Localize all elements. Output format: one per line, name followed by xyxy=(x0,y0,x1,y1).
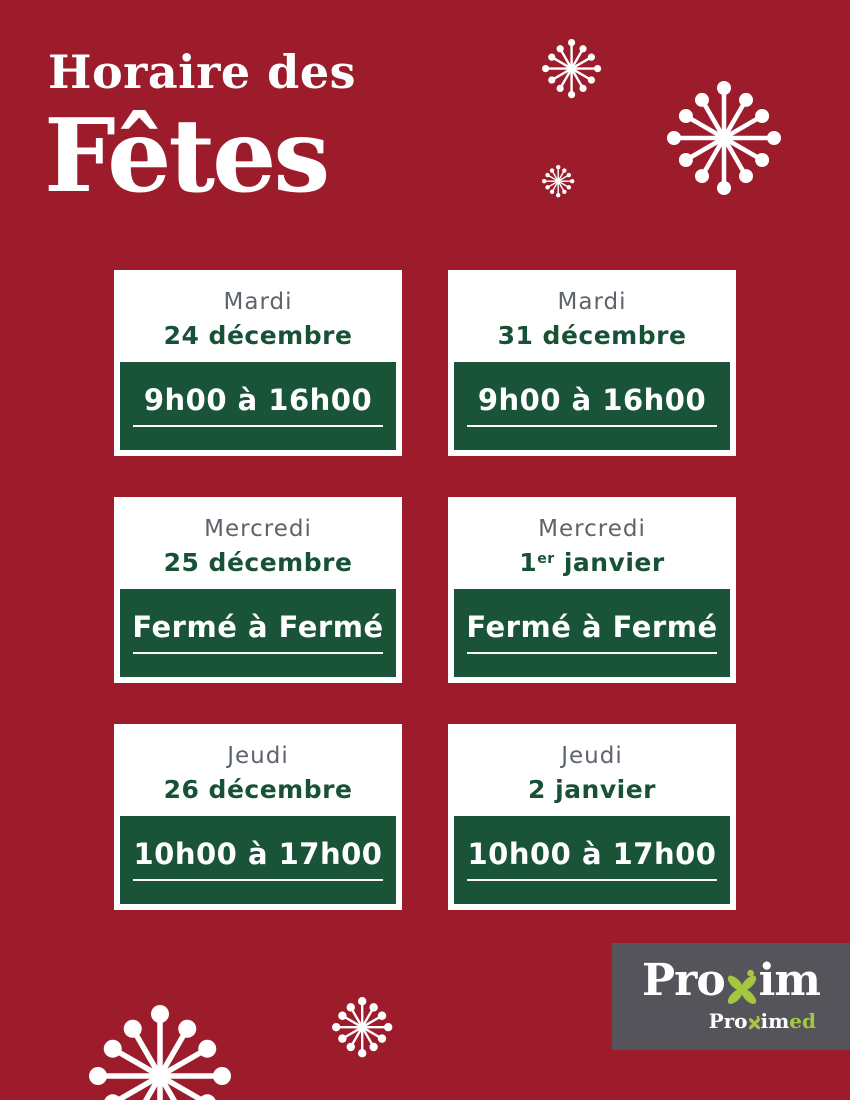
sublogo-text-mid: im xyxy=(760,1008,790,1033)
card-header xyxy=(114,497,402,589)
card-hours-panel xyxy=(454,589,730,677)
sublogo-text-pre: Pro xyxy=(708,1008,748,1033)
schedule-card xyxy=(448,270,736,456)
card-day-label: Jeudi xyxy=(561,743,623,769)
schedule-card xyxy=(448,497,736,683)
card-header xyxy=(448,497,736,589)
card-hours-text: 10h00 à 17h00 xyxy=(467,836,717,871)
card-hours-text: Fermé à Fermé xyxy=(132,609,384,644)
card-date-label: 25 décembre xyxy=(163,548,353,577)
logo-text-post: im xyxy=(758,954,820,1006)
hours-underline xyxy=(133,425,383,427)
card-hours-text: 10h00 à 17h00 xyxy=(133,836,383,871)
hours-underline xyxy=(133,652,383,654)
snowflake-icon xyxy=(541,164,575,198)
snowflake-icon xyxy=(541,38,602,99)
title-line2: Fêtes xyxy=(44,96,328,215)
hours-underline xyxy=(467,425,717,427)
card-hours-text: 9h00 à 16h00 xyxy=(477,382,707,417)
proxim-logo-box xyxy=(612,943,850,1050)
card-date-label: 1er janvier xyxy=(519,548,665,577)
title-line1: Horaire des xyxy=(48,45,357,99)
card-date-label: 26 décembre xyxy=(163,775,353,804)
card-date-label: 31 décembre xyxy=(497,321,687,350)
logo-text-pre: Pro xyxy=(642,954,725,1006)
card-day-label: Mardi xyxy=(223,289,293,315)
card-header xyxy=(448,270,736,362)
card-hours-panel xyxy=(120,816,396,904)
sublogo-text-suffix: ed xyxy=(789,1008,816,1033)
schedule-card xyxy=(114,270,402,456)
hours-underline xyxy=(133,879,383,881)
card-day-label: Jeudi xyxy=(227,743,289,769)
card-header xyxy=(114,270,402,362)
snowflake-icon xyxy=(331,996,393,1058)
card-day-label: Mardi xyxy=(557,289,627,315)
hours-underline xyxy=(467,879,717,881)
proxim-petal-x-icon xyxy=(747,1014,762,1032)
card-hours-text: 9h00 à 16h00 xyxy=(143,382,373,417)
card-hours-panel xyxy=(454,816,730,904)
schedule-card xyxy=(448,724,736,910)
proxim-logo xyxy=(612,954,850,1007)
card-hours-panel xyxy=(120,589,396,677)
snowflake-icon xyxy=(666,80,782,196)
card-hours-panel xyxy=(120,362,396,450)
card-day-label: Mercredi xyxy=(538,516,646,542)
card-date-label: 24 décembre xyxy=(163,321,353,350)
schedule-card xyxy=(114,724,402,910)
page-title xyxy=(44,45,357,215)
card-date-label: 2 janvier xyxy=(528,775,656,804)
card-hours-text: Fermé à Fermé xyxy=(466,609,718,644)
schedule-cards-grid xyxy=(114,270,736,910)
hours-underline xyxy=(467,652,717,654)
proxim-petal-x-icon xyxy=(723,964,761,1012)
card-day-label: Mercredi xyxy=(204,516,312,542)
card-header xyxy=(114,724,402,816)
proximed-sub-logo xyxy=(612,1008,816,1033)
card-hours-panel xyxy=(454,362,730,450)
schedule-card xyxy=(114,497,402,683)
snowflake-icon xyxy=(88,1004,232,1100)
card-header xyxy=(448,724,736,816)
